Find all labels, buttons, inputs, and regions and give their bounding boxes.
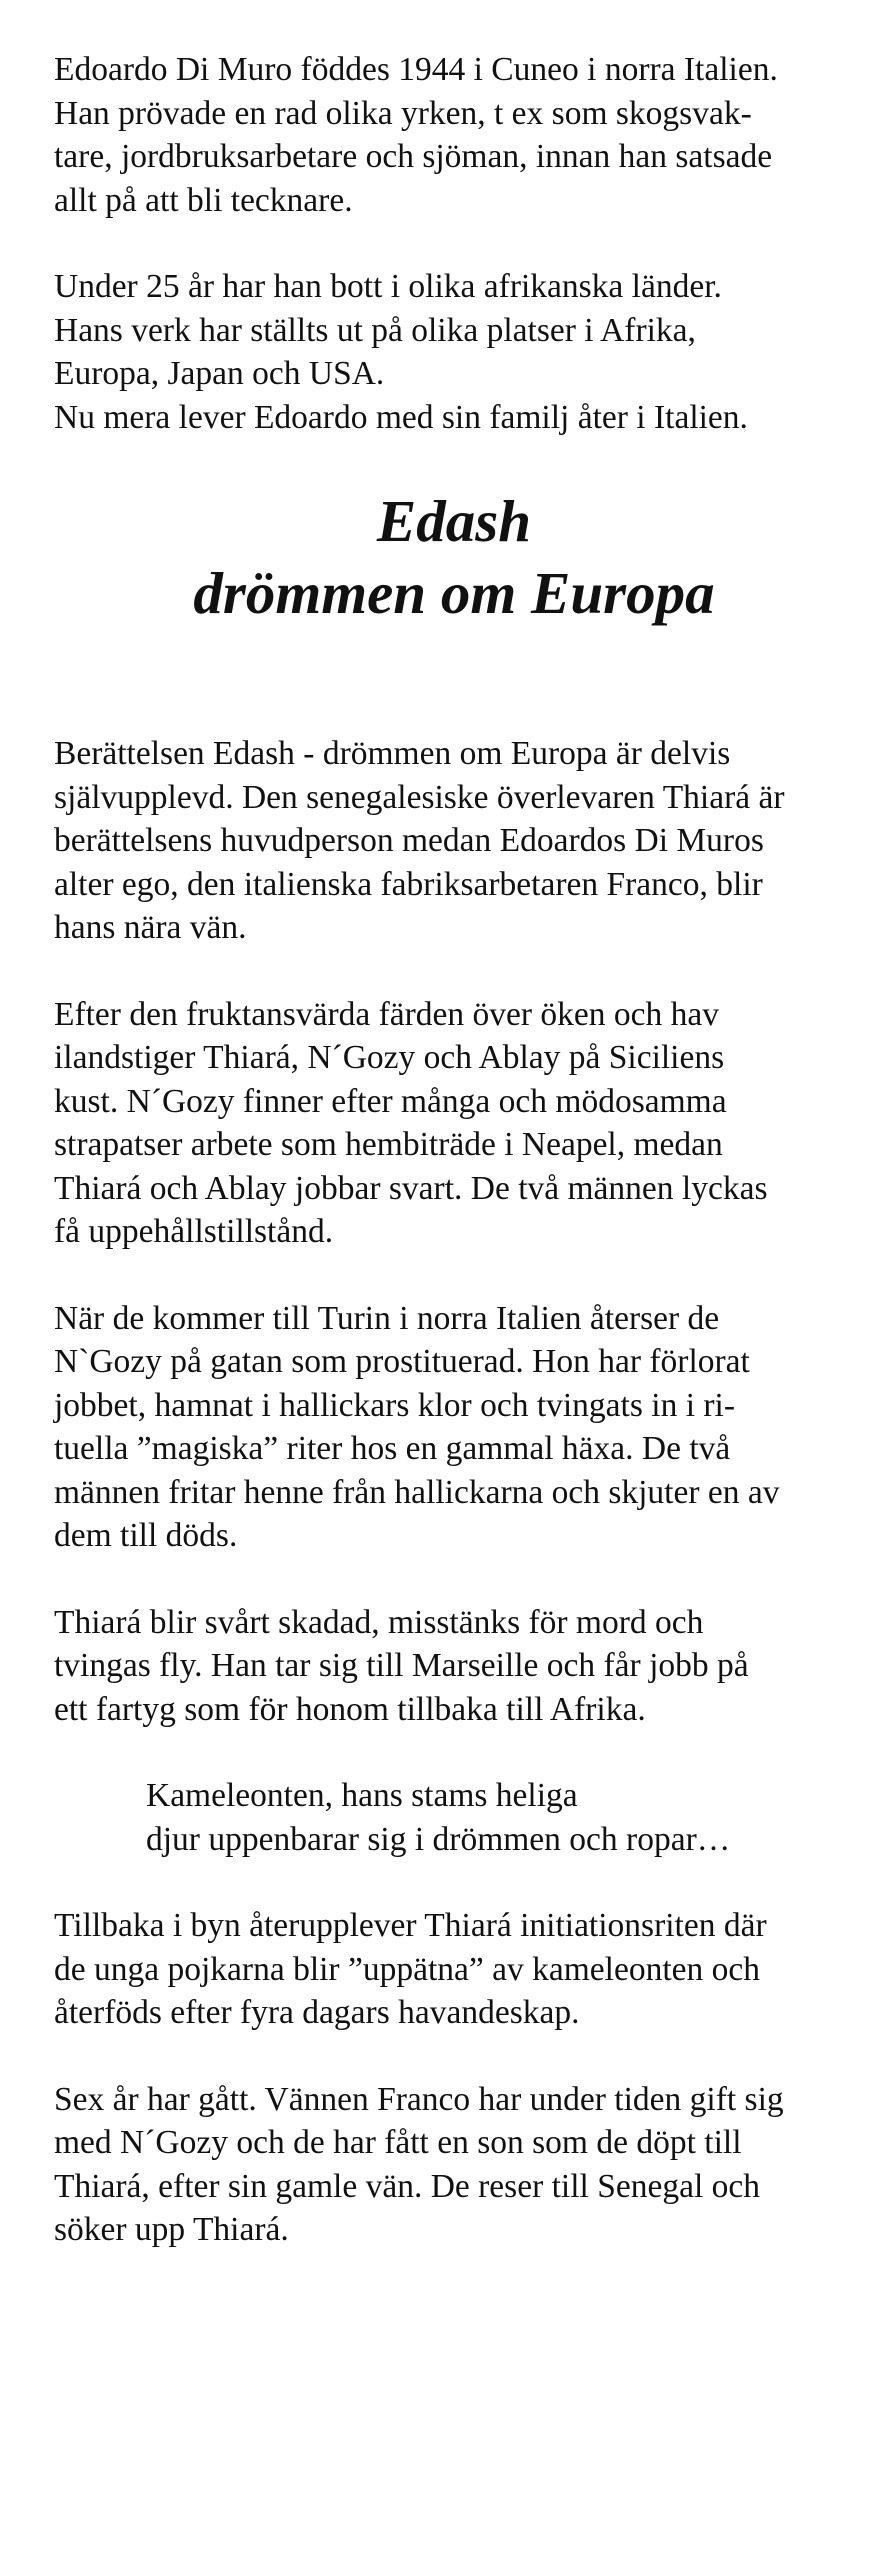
text-line: N`Gozy på gatan som prostituerad. Hon har förlorat [54,1343,750,1380]
text-line: När de kommer till Turin i norra Italien återser de [54,1299,720,1337]
text-line: männen fritar henne från hallickarna och skjuter en av [54,1473,780,1511]
text-line: hans nära vän. [54,909,247,946]
text-line: alter ego, den italienska fabriksarbetaren Franco, blir [54,865,763,903]
text-line: Thiará, efter sin gamle vän. De reser till Senegal och [54,2167,761,2205]
quote-line: Kameleonten, hans stams heliga [146,1777,578,1814]
text-line: Europa, Japan och USA. [54,355,385,392]
text-line: Nu mera lever Edoardo med sin familj åter i Italien. [54,398,748,436]
text-line: Thiará blir svårt skadad, misstänks för mord och [54,1603,704,1641]
text-line: ett fartyg som för honom tillbaka till Afrika. [54,1690,646,1728]
story-paragraph-1 [54,732,854,950]
text-line: Han prövade en rad olika yrken, t ex som skogsvak- [54,94,752,132]
text-line: självupplevd. Den senegalesiske överlevaren Thiará är [54,778,785,816]
text-line: Thiará och Ablay jobbar svart. De två männen lyckas [54,1169,768,1207]
text-line: Tillbaka i byn återupplever Thiará initiationsriten där [54,1907,767,1944]
text-line: med N´Gozy och de har fått en son som de döpt till [54,2124,742,2161]
text-line: Under 25 år har han bott i olika afrikanska länder. [54,268,722,305]
text-line: de unga pojkarna blir ”uppätna” av kameleonten och [54,1950,761,1988]
intro-paragraph-2 [54,265,854,439]
document-page [54,48,854,2252]
text-line: kust. N´Gozy finner efter många och mödosamma [54,1082,727,1120]
text-line: Sex år har gått. Vännen Franco har under tiden gift sig [54,2080,784,2118]
title-line-1: Edash [376,488,532,554]
text-line: Berättelsen Edash - drömmen om Europa är delvis [54,735,731,772]
chameleon-quote [146,1774,854,1861]
text-line: strapatser arbete som hembiträde i Neapel, medan [54,1126,723,1163]
book-title [54,485,854,629]
intro-paragraph-1 [54,48,854,222]
text-line: få uppehållstillstånd. [54,1213,334,1250]
title-line-2: drömmen om Europa [193,560,715,626]
story-paragraph-3 [54,1297,854,1558]
quote-line: djur uppenbarar sig i drömmen och ropar… [146,1820,731,1858]
story-paragraph-4 [54,1601,854,1732]
ending-paragraph-1 [54,1904,854,2035]
text-line: tvingas fly. Han tar sig till Marseille och får jobb på [54,1647,749,1684]
text-line: tare, jordbruksarbetare och sjöman, innan han satsade [54,138,773,175]
text-line: Hans verk har ställts ut på olika platser i Afrika, [54,311,696,349]
text-line: allt på att bli tecknare. [54,181,353,219]
text-line: tuella ”magiska” riter hos en gammal häxa. De två [54,1430,731,1467]
text-line: återföds efter fyra dagars havandeskap. [54,1994,580,2031]
text-line: jobbet, hamnat i hallickars klor och tvingats in i ri- [54,1386,736,1424]
text-line: Edoardo Di Muro föddes 1944 i Cuneo i norra Italien. [54,51,778,88]
text-line: ilandstiger Thiará, N´Gozy och Ablay på Siciliens [54,1039,725,1076]
text-line: Efter den fruktansvärda färden över öken och hav [54,995,720,1033]
text-line: berättelsens huvudperson medan Edoardos Di Muros [54,822,764,859]
story-paragraph-2 [54,993,854,1254]
text-line: söker upp Thiará. [54,2211,289,2248]
ending-paragraph-2 [54,2078,854,2252]
text-line: dem till döds. [54,1517,238,1554]
